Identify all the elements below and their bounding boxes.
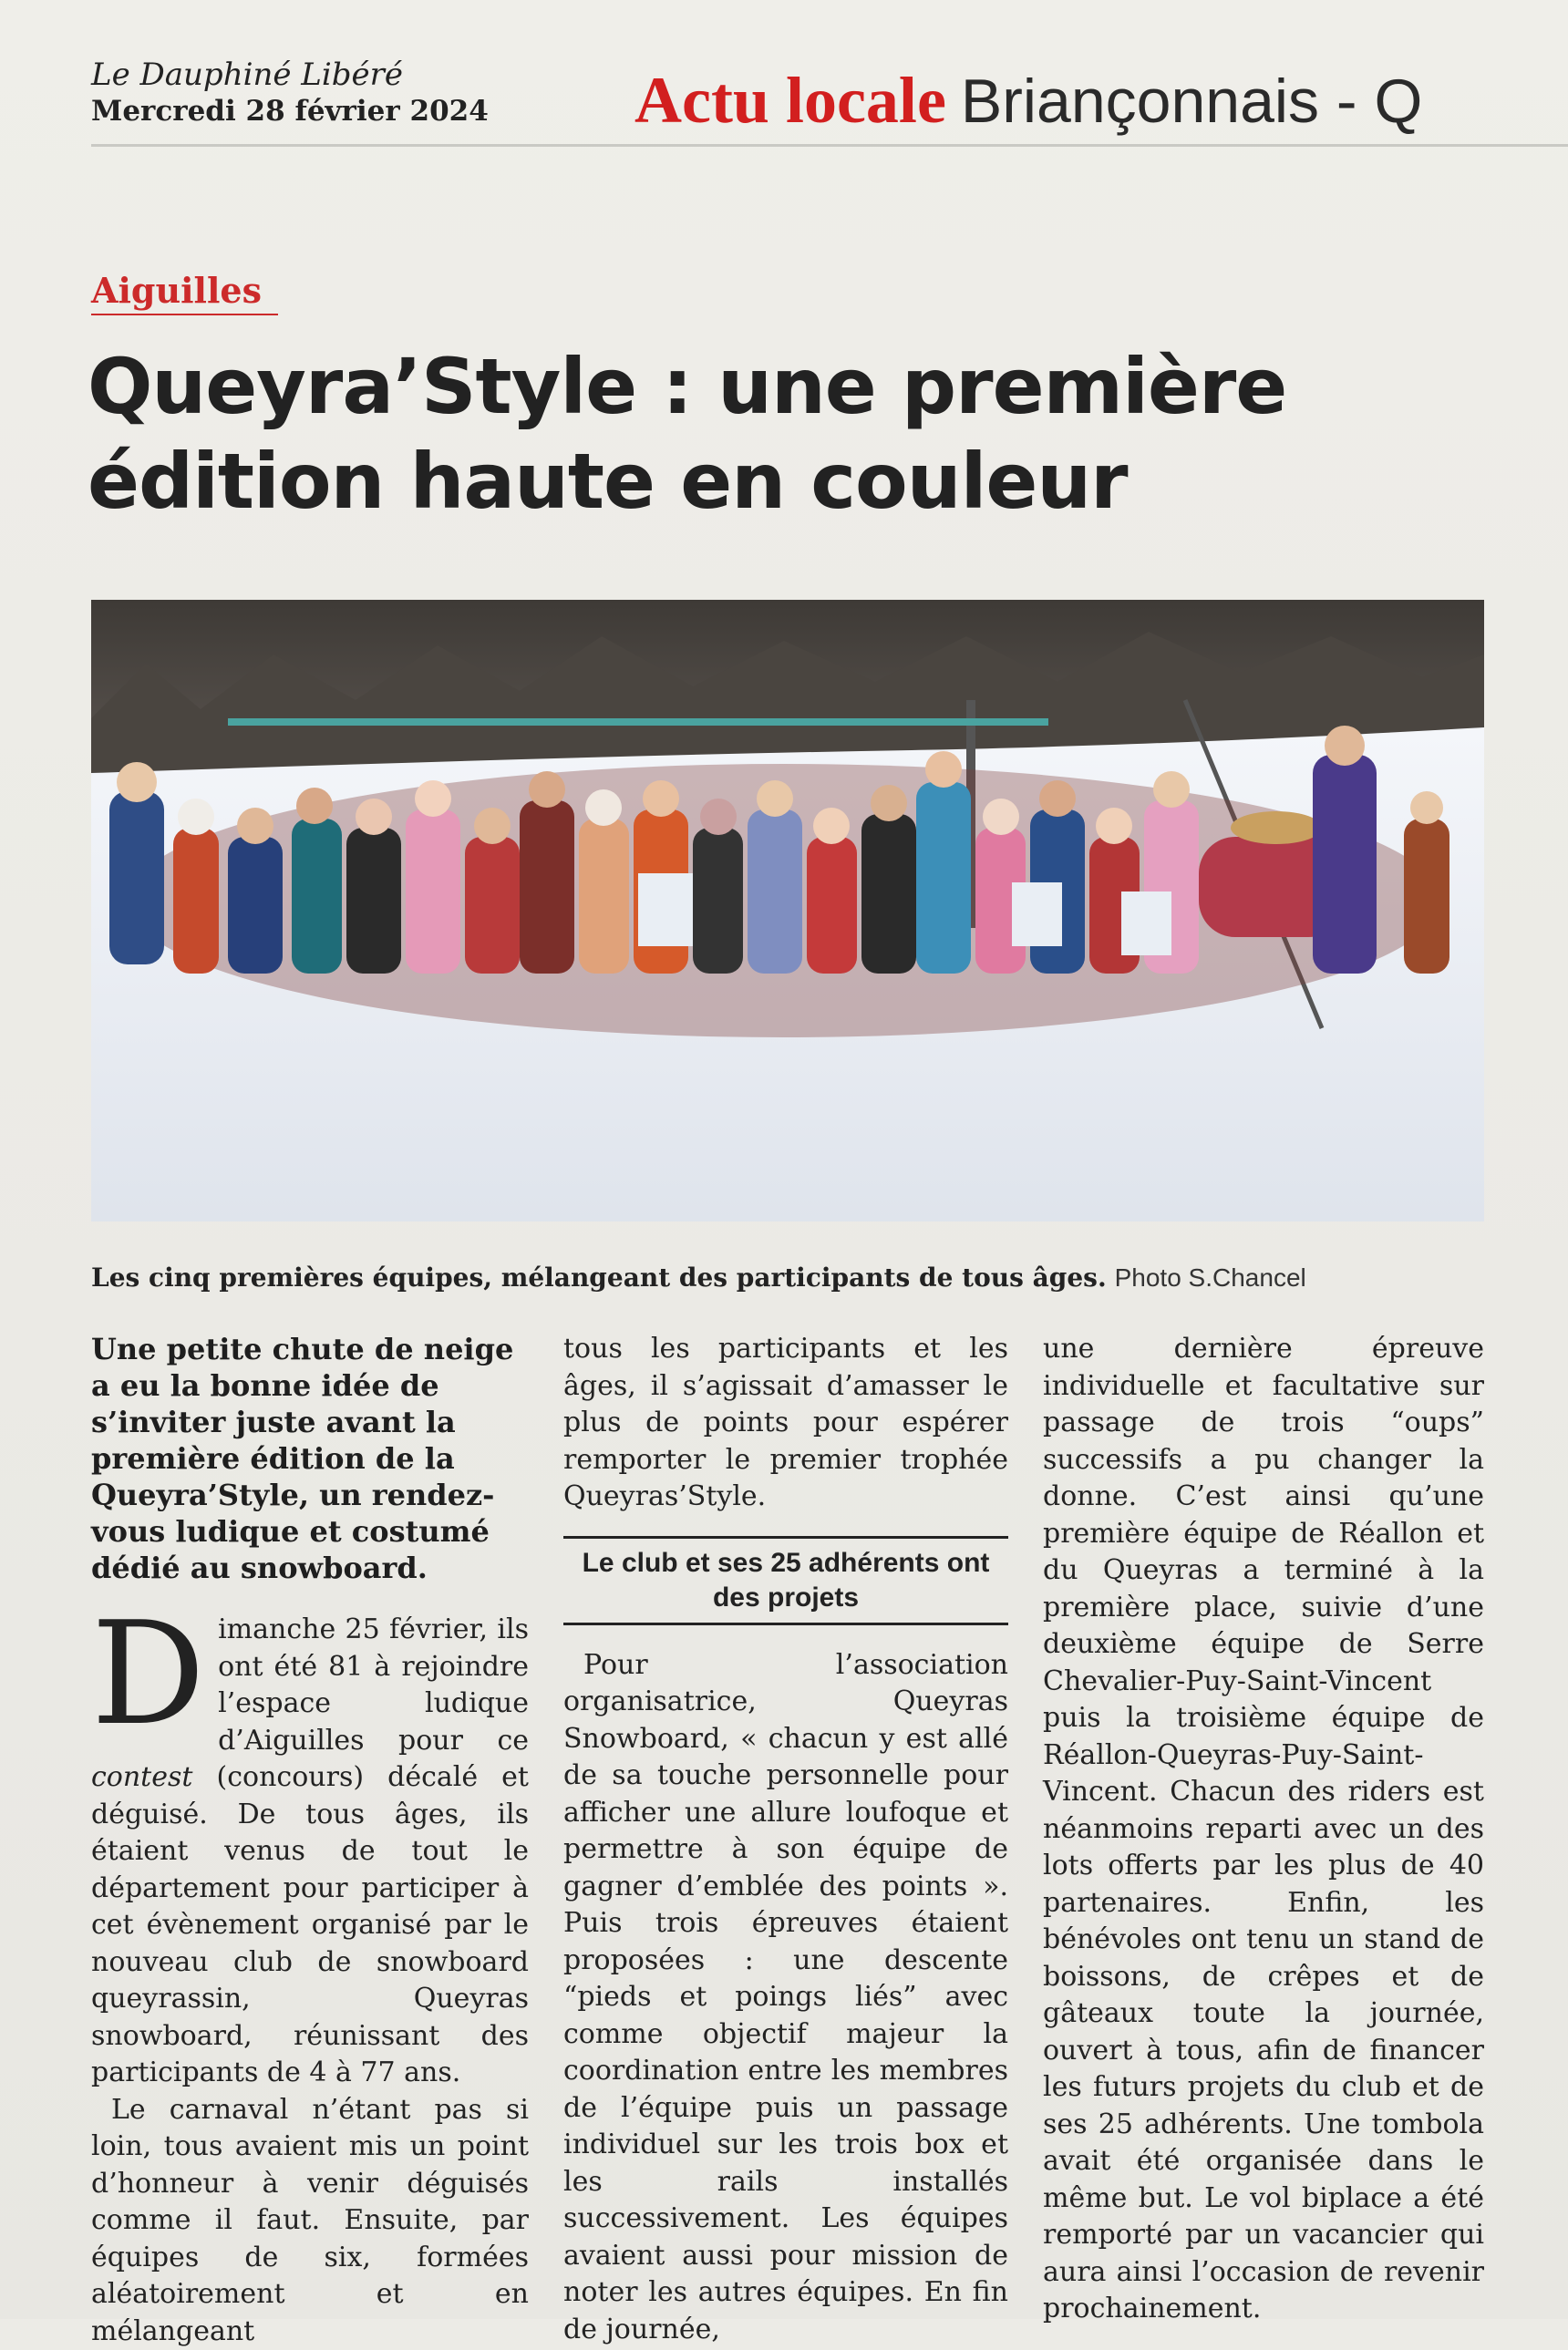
masthead bbox=[91, 57, 489, 129]
paper-name: Le Dauphiné Libéré bbox=[91, 57, 489, 93]
article-column-2 bbox=[563, 1331, 1008, 2348]
header-rule bbox=[91, 144, 1568, 147]
photo-credit: Photo S.Chancel bbox=[1115, 1263, 1306, 1292]
article-lead: Une petite chute de neige a eu la bonne idée de s’inviter juste avant la première édition de la Queyra’Style, un rendez-vous ludique et costumé dédié au snowboard. bbox=[91, 1331, 529, 1586]
paragraph-5: une dernière épreuve individuelle et facultative sur passage de trois “oups” successifs a pu changer la donne. C’est ainsi qu’une première équipe de Réallon et du Queyras a terminé à la première place, suivie d’une deuxième équipe de Serre Chevalier-Puy-Saint-Vincent puis la troisième équipe de Réallon-Queyras-Puy-Saint-Vincent. Chacun des riders est néanmoins reparti avec un des lots offerts par les plus de 40 partenaires. Enfin, les bénévoles ont tenu un stand de boissons, de crêpes et de gâteaux toute la journée, ouvert à tous, afin de financer les futurs projets du club et de ses 25 adhérents. Une tombola avait été organisée dans le même but. Le vol biplace a été remporté par un vacancier qui aura ainsi l’occasion de revenir prochainement. bbox=[1043, 1331, 1484, 2328]
intertitle: Le club et ses 25 adhérents ont des projets bbox=[563, 1536, 1008, 1625]
paragraph-1 bbox=[91, 1612, 529, 2092]
drop-cap: D bbox=[91, 1617, 205, 1730]
article-column-3 bbox=[1043, 1331, 1484, 2328]
photo-caption bbox=[91, 1262, 1513, 1294]
paragraph-1-italic: contest bbox=[91, 1761, 192, 1793]
caption-text: Les cinq premières équipes, mélangeant des participants de tous âges. bbox=[91, 1263, 1107, 1293]
section-subtitle: Briançonnais - Q bbox=[961, 67, 1422, 136]
article-kicker: Aiguilles bbox=[91, 270, 262, 311]
paragraph-3: tous les participants et les âges, il s’agissait d’amasser le plus de points pour espérer remporter le premier trophée Queyras’Style. bbox=[563, 1331, 1008, 1516]
article-photo bbox=[91, 600, 1484, 1221]
section-heading bbox=[634, 64, 1422, 138]
group-photo-illustration bbox=[91, 600, 1484, 1221]
article-headline: Queyra’Style : une première édition haute en couleur bbox=[88, 339, 1510, 529]
paragraph-2: Le carnaval n’étant pas si loin, tous avaient mis un point d’honneur à venir déguisés comme il faut. Ensuite, par équipes de six, formées aléatoirement et en mélangeant bbox=[91, 2092, 529, 2350]
article-column-1 bbox=[91, 1331, 529, 2350]
paragraph-1-end: (concours) décalé et déguisé. De tous âges, ils étaient venus de tout le département pour participer à cet évènement organisé par le nouveau club de snowboard queyrassin, Queyras snowboard, réunissant des participants de 4 à 77 ans. bbox=[91, 1761, 529, 2088]
paragraph-4: Pour l’association organisatrice, Queyras Snowboard, « chacun y est allé de sa touche personnelle pour afficher une allure loufoque et permettre à son équipe de gagner d’emblée des points ». Puis trois épreuves étaient proposées : une descente “pieds et poings liés” avec comme objectif majeur la coordination entre les membres de l’équipe puis un passage individuel sur les trois box et les rails installés successivement. Les équipes avaient aussi pour mission de noter les autres équipes. En fin de journée, bbox=[563, 1647, 1008, 2349]
publication-date: Mercredi 28 février 2024 bbox=[91, 93, 489, 129]
section-title: Actu locale bbox=[634, 64, 946, 137]
paragraph-1-start: imanche 25 février, ils ont été 81 à rejoindre l’espace ludique d’Aiguilles pour ce bbox=[218, 1613, 529, 1757]
kicker-underline bbox=[91, 314, 278, 315]
